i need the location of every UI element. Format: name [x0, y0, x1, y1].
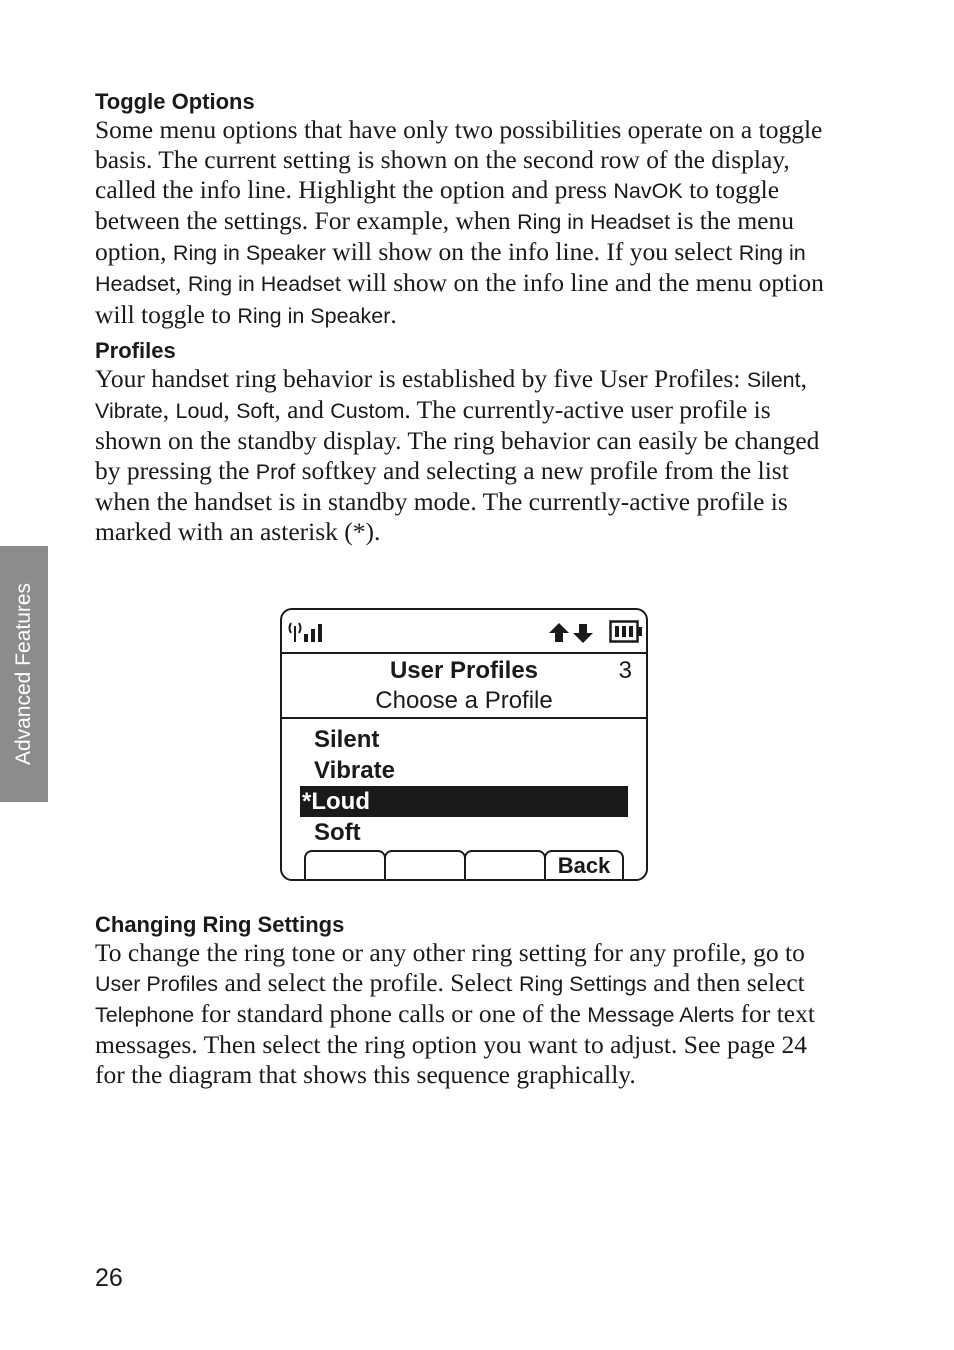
softkey-back[interactable]: Back: [544, 850, 624, 881]
side-tab-label: Advanced Features: [12, 582, 35, 766]
menu-item-vibrate[interactable]: Vibrate: [314, 757, 395, 784]
screen-title: User Profiles: [389, 657, 539, 684]
paragraph-changing-ring-settings: To change the ring tone or any other ring setting for any profile, go to User Profiles and select the profile. Select Ring Settings and then select Telephone for standard phone calls or one of the Message Alerts for text messages. Then select the ring option you want to adjust. See page 24 for the diagram that shows this sequence graphically.: [95, 938, 815, 1090]
battery-icon: [609, 620, 643, 644]
handset-display: [280, 608, 648, 881]
signal-icon: [288, 620, 326, 644]
menu-item-silent[interactable]: Silent: [314, 726, 380, 753]
menu-ring-in-speaker: Ring in Speaker: [172, 241, 326, 266]
softkey-prof: Prof: [255, 460, 296, 485]
heading-toggle-options: Toggle Options: [95, 89, 255, 114]
profile-soft: Soft: [236, 399, 275, 424]
heading-changing-ring-settings: Changing Ring Settings: [95, 912, 345, 937]
screen-subtitle: Choose a Profile: [375, 687, 553, 714]
section-changing-ring-settings: [95, 912, 835, 1090]
status-divider: [282, 652, 646, 654]
menu-ring-in-headset: Ring in Headset: [187, 272, 341, 297]
header-divider: [282, 717, 646, 719]
menu-item-soft[interactable]: Soft: [314, 819, 361, 846]
menu-ring-in-speaker: Ring in Speaker: [237, 303, 391, 328]
menu-ring-in-headset: Ring in Headset: [95, 241, 806, 297]
heading-profiles: Profiles: [95, 338, 176, 363]
section-toggle-options: [95, 89, 835, 331]
menu-user-profiles: User Profiles: [95, 972, 219, 997]
profile-silent: Silent: [746, 368, 801, 392]
arrows-up-down-icon: [548, 622, 594, 644]
screen-count: 3: [618, 657, 632, 684]
profile-vibrate: Vibrate: [95, 399, 163, 424]
key-navok: NavOK: [613, 179, 683, 204]
status-bar: [282, 610, 646, 654]
section-profiles: [95, 338, 835, 548]
menu-ring-settings: Ring Settings: [518, 972, 647, 997]
menu-message-alerts: Message Alerts: [587, 1003, 735, 1028]
side-tab: [0, 546, 48, 802]
menu-ring-in-headset: Ring in Headset: [517, 210, 671, 235]
softkey-1[interactable]: [304, 850, 386, 881]
softkey-2[interactable]: [384, 850, 466, 881]
softkey-3[interactable]: [464, 850, 546, 881]
page-number: 26: [95, 1264, 123, 1292]
paragraph-toggle-options: Some menu options that have only two possibilities operate on a toggle basis. The current setting is shown on the second row of the display, called the info line. Highlight the option and press NavOK to toggle between the settings. For example, when Ring in Headset is the menu option, Ring in Speaker will show on the info line. If you select Ring in Headset, Ring in Headset will show on the info line and the menu option will toggle to Ring in Speaker.: [95, 115, 824, 329]
profile-loud: Loud: [175, 399, 224, 424]
menu-telephone: Telephone: [95, 1003, 195, 1028]
profile-custom: Custom: [330, 399, 405, 424]
menu-item-loud-selected[interactable]: *Loud: [300, 786, 628, 817]
paragraph-profiles: Your handset ring behavior is established by five User Profiles: Silent, Vibrate, Loud, Soft, and Custom. The currently-active user profile is shown on the standby display. The ring behavior can easily be changed by pressing the Prof softkey and selecting a new profile from the list when the handset is in standby mode. The currently-active profile is marked with an asterisk (*).: [95, 364, 820, 547]
